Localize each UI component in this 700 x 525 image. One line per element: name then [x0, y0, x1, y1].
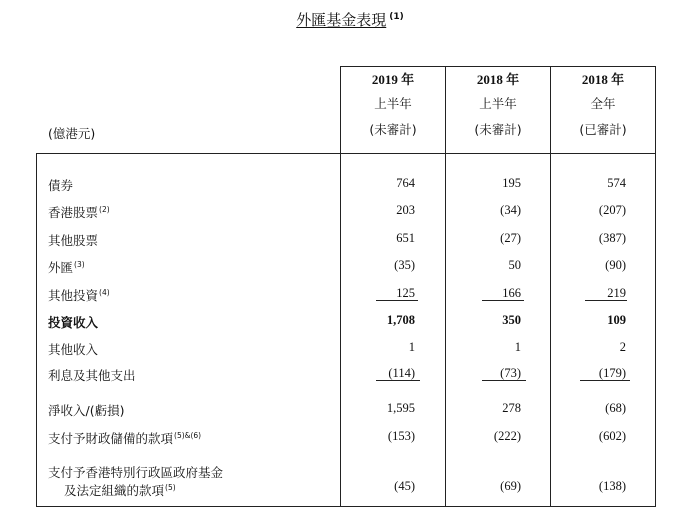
row-label: 支付予香港特別行政區政府基金 — [48, 465, 224, 480]
table-row — [0, 176, 700, 196]
row-value: 651 — [396, 231, 415, 245]
column-header-3 — [551, 71, 655, 138]
row-value: 1,708 — [386, 313, 415, 327]
row-value: (90) — [605, 258, 626, 272]
subtotal-underline — [585, 300, 627, 301]
row-value: (34) — [500, 203, 521, 217]
row-value: 350 — [502, 313, 521, 327]
col1-year: 2019 年 — [371, 72, 415, 87]
row-value: (138) — [598, 479, 626, 493]
row-value: (69) — [500, 479, 521, 493]
row-label: 債券 — [48, 178, 74, 193]
row-value: 125 — [396, 286, 415, 300]
footnote-ref: (3) — [74, 260, 85, 269]
table-row — [0, 313, 700, 333]
subtotal-underline — [376, 380, 420, 381]
row-value: (222) — [493, 429, 521, 443]
table-row — [0, 203, 700, 223]
row-label: 其他股票 — [48, 233, 99, 248]
row-value: (73) — [500, 366, 521, 380]
row-value: (27) — [500, 231, 521, 245]
footnote-ref: (5)&(6) — [174, 431, 202, 440]
column-header-2 — [446, 71, 550, 138]
row-value: (387) — [598, 231, 626, 245]
row-value: (68) — [605, 401, 626, 415]
table-row — [0, 258, 700, 278]
table-row — [0, 286, 700, 306]
footnote-ref: (4) — [99, 288, 110, 297]
row-label: 外匯$^{(3)}$ — [48, 260, 85, 275]
row-value: 50 — [508, 258, 521, 272]
row-value: 574 — [607, 176, 626, 190]
table-row — [0, 340, 700, 360]
row-value: 764 — [396, 176, 415, 190]
row-value: 1,595 — [386, 401, 415, 415]
table-row — [0, 429, 700, 449]
table-row — [0, 463, 700, 503]
col3-period: 全年 — [590, 96, 616, 111]
table-row — [0, 366, 700, 386]
col2-period: 上半年 — [479, 96, 517, 111]
row-value: 219 — [607, 286, 626, 300]
table-bottom-line — [36, 506, 656, 507]
row-value: (114) — [388, 366, 415, 380]
row-value: 203 — [396, 203, 415, 217]
table-header-divider — [36, 153, 656, 154]
row-label: 支付予財政儲備的款項$^{(5)\&(6)}$ — [48, 431, 202, 446]
col3-year: 2018 年 — [581, 72, 625, 87]
col1-status: (未審計) — [369, 122, 417, 137]
row-value: (45) — [394, 479, 415, 493]
col3-status: (已審計) — [579, 122, 627, 137]
row-value: 195 — [502, 176, 521, 190]
row-value: 278 — [502, 401, 521, 415]
row-label: 淨收入/(虧損) — [48, 403, 125, 418]
row-value: 166 — [502, 286, 521, 300]
subtotal-underline — [482, 300, 524, 301]
footnote-ref: (2) — [99, 205, 110, 214]
footnote-ref: (5) — [165, 483, 176, 492]
row-label: 利息及其他支出 — [48, 368, 136, 383]
col2-year: 2018 年 — [476, 72, 520, 87]
row-value: 1 — [408, 340, 415, 354]
row-label: 香港股票$^{(2)}$ — [48, 205, 110, 220]
col1-period: 上半年 — [374, 96, 412, 111]
table-top-line — [340, 66, 656, 67]
row-value: 1 — [514, 340, 521, 354]
subtotal-underline — [482, 380, 526, 381]
row-value: (153) — [387, 429, 415, 443]
row-value: 109 — [607, 313, 626, 327]
subtotal-underline — [580, 380, 630, 381]
row-label: 其他投資$^{(4)}$ — [48, 288, 110, 303]
row-value: (602) — [598, 429, 626, 443]
row-label-line2: 及法定組織的款項$^{(5)}$ — [64, 483, 176, 498]
table-row — [0, 401, 700, 421]
row-label: 其他收入 — [48, 342, 99, 357]
row-value: (179) — [598, 366, 626, 380]
title-note: (1) — [389, 12, 404, 22]
page-title — [0, 9, 700, 30]
col2-status: (未審計) — [474, 122, 522, 137]
row-label: 投資收入 — [48, 315, 99, 330]
title-text: 外匯基金表現 — [296, 11, 387, 29]
unit-label: (億港元) — [48, 126, 96, 141]
row-value: 2 — [619, 340, 626, 354]
row-value: (207) — [598, 203, 626, 217]
row-value: (35) — [394, 258, 415, 272]
column-header-1 — [341, 71, 445, 138]
table-row — [0, 231, 700, 251]
subtotal-underline — [376, 300, 418, 301]
